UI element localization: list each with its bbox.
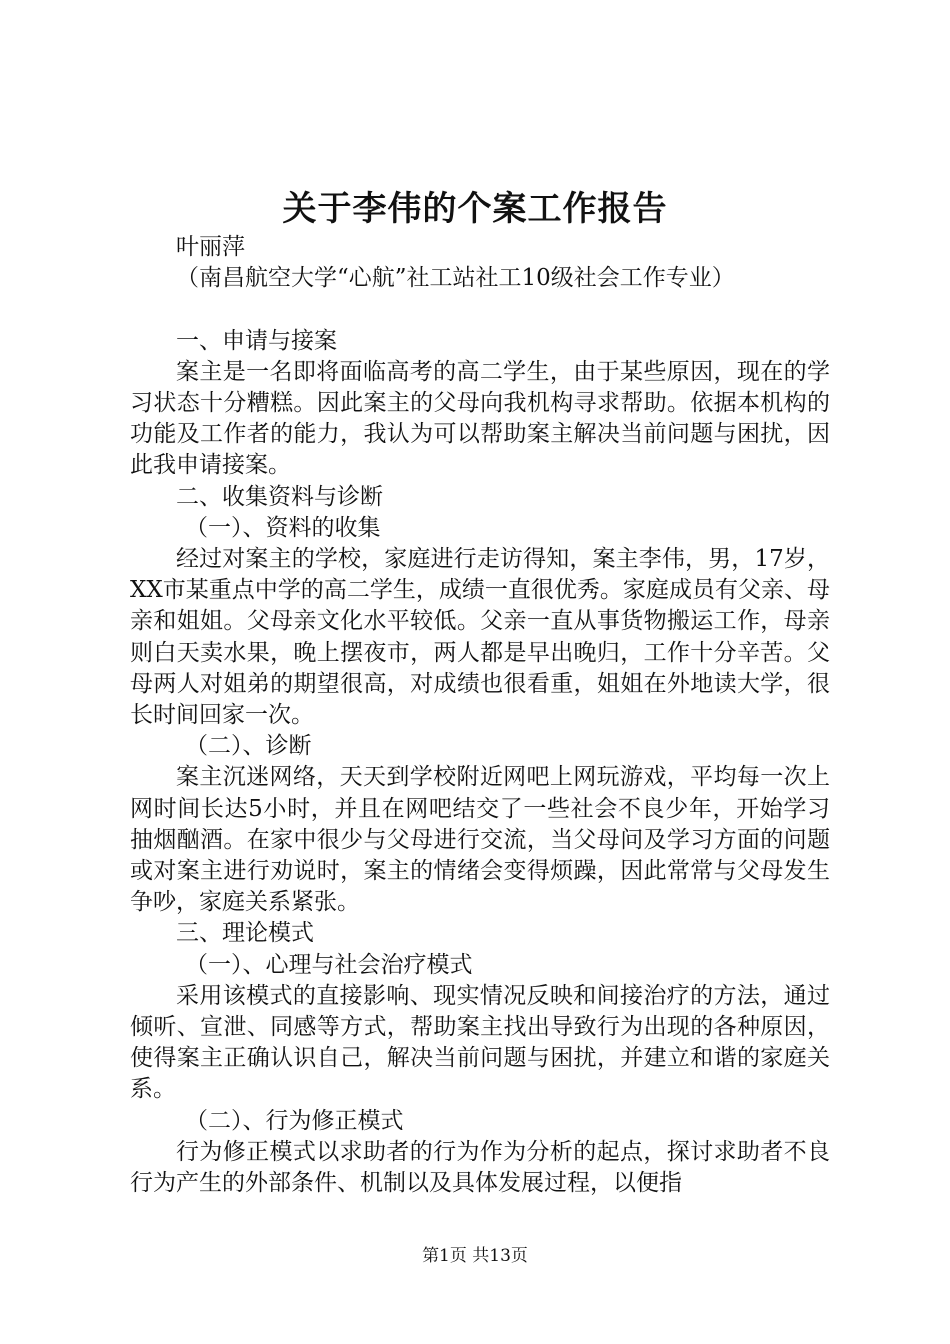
author-name: 叶丽萍 <box>176 234 245 260</box>
subsection-heading-2-2: （二）、诊断 <box>185 733 312 760</box>
author-affiliation: （南昌航空大学“心航”社工站社工10级社会工作专业） <box>176 265 735 292</box>
subsection-2-2-paragraph: 案主沉迷网络，天天到学校附近网吧上网玩游戏，平均每一次上网时间长达5小时，并且在网吧结交了一些社会不良少年，开始学习抽烟酗酒。在家中很少与父母进行交流，当父母问及学习方面的问题或对案主进行劝说时，案主的情绪会变得烦躁，因此常常与父母发生争吵，家庭关系紧张。 <box>130 764 830 916</box>
document-body <box>130 232 830 1199</box>
blank-line <box>130 294 830 325</box>
subsection-heading-3-2: （二）、行为修正模式 <box>185 1107 404 1134</box>
section-heading-2: 二、收集资料与诊断 <box>176 483 383 510</box>
page-footer: 第1页 共13页 <box>422 1246 528 1266</box>
document-title: 关于李伟的个案工作报告 <box>282 189 668 229</box>
subsection-3-1-paragraph: 采用该模式的直接影响、现实情况反映和间接治疗的方法，通过倾听、宣泄、同感等方式，帮助案主找出导致行为出现的各种原因，使得案主正确认识自己，解决当前问题与困扰，并建立和谐的家庭关系。 <box>130 982 830 1103</box>
subsection-3-2-paragraph: 行为修正模式以求助者的行为作为分析的起点，探讨求助者不良行为产生的外部条件、机制以及具体发展过程，以便指 <box>130 1138 830 1196</box>
section-1-paragraph: 案主是一名即将面临高考的高二学生，由于某些原因，现在的学习状态十分糟糕。因此案主的父母向我机构寻求帮助。依据本机构的功能及工作者的能力，我认为可以帮助案主解决当前问题与困扰，因此我申请接案。 <box>130 358 830 479</box>
subsection-2-1-paragraph: 经过对案主的学校，家庭进行走访得知，案主李伟，男，17岁，XX市某重点中学的高二学生，成绩一直很优秀。家庭成员有父亲、母亲和姐姐。父母亲文化水平较低。父亲一直从事货物搬运工作，母亲则白天卖水果，晚上摆夜市，两人都是早出晚归，工作十分辛苦。父母两人对姐弟的期望很高，对成绩也很看重，姐姐在外地读大学，很长时间回家一次。 <box>130 545 830 728</box>
section-heading-1: 一、申请与接案 <box>176 327 337 354</box>
subsection-heading-2-1: （一）、资料的收集 <box>185 514 381 541</box>
subsection-heading-3-1: （一）、心理与社会治疗模式 <box>185 951 473 978</box>
section-heading-3: 三、理论模式 <box>176 920 314 947</box>
